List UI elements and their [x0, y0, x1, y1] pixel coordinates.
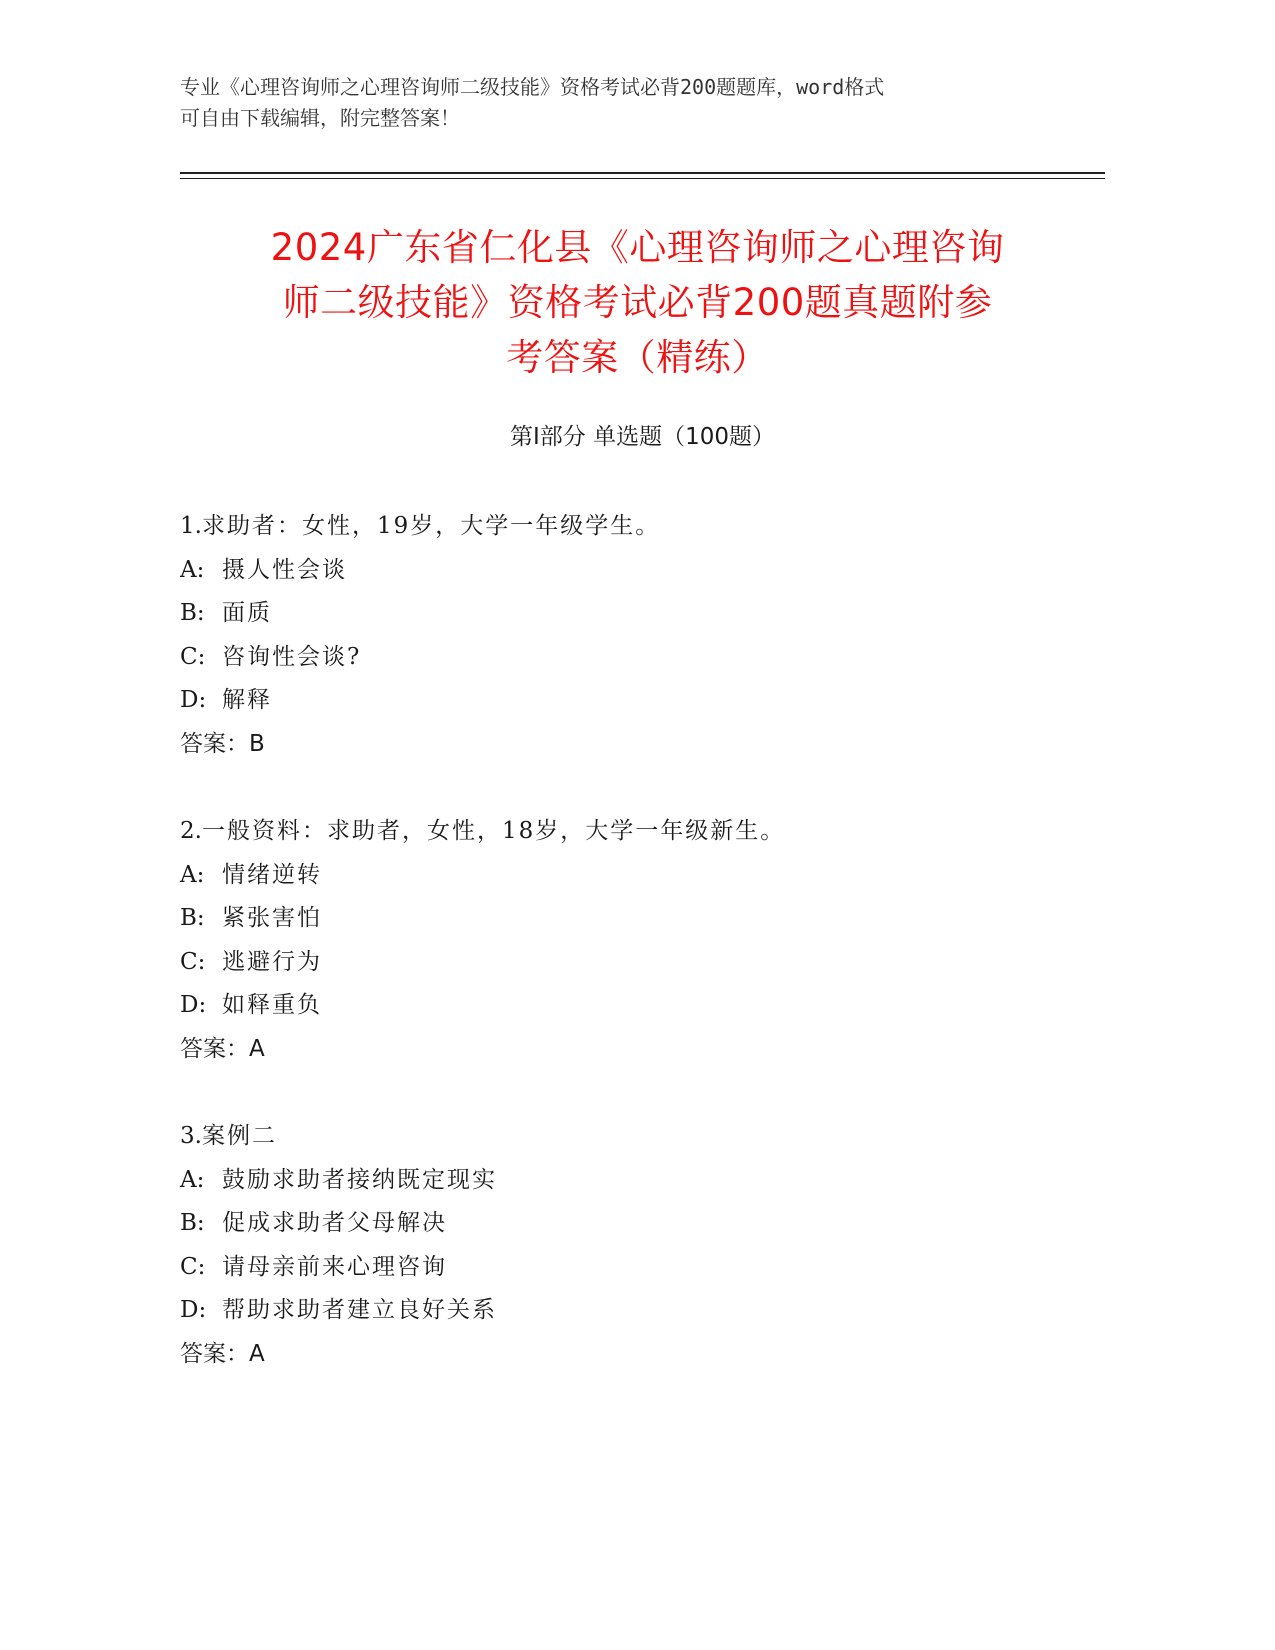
- option-c: [180, 944, 1105, 988]
- option-text: 咨询性会谈?: [222, 643, 362, 670]
- option-text: 促成求助者父母解决: [222, 1210, 447, 1236]
- option-key: D:: [180, 992, 207, 1018]
- question-text: 求助者：女性，19岁，大学一年级学生。: [201, 513, 661, 539]
- question-list: [180, 508, 1105, 1423]
- option-a: [180, 1162, 1105, 1206]
- option-key: A:: [180, 556, 205, 583]
- document-title: [150, 220, 1125, 385]
- question-number: 1.: [180, 513, 202, 539]
- question-number: 3.: [180, 1123, 202, 1149]
- option-d: [180, 682, 1105, 726]
- option-text: 如释重负: [222, 992, 322, 1018]
- option-d: [180, 1292, 1105, 1336]
- option-text: 紧张害怕: [222, 905, 322, 931]
- title-line-1: 2024广东省仁化县《心理咨询师之心理咨询: [270, 226, 1005, 269]
- section-heading: 第Ⅰ部分 单选题（100题）: [510, 424, 775, 450]
- header-rule-thick: [180, 172, 1105, 174]
- option-a: [180, 552, 1105, 596]
- option-b: [180, 595, 1105, 639]
- option-text: 请母亲前来心理咨询: [222, 1253, 447, 1280]
- option-key: D:: [180, 1297, 207, 1323]
- option-text: 摄人性会谈: [222, 556, 347, 583]
- header-note: [180, 72, 1060, 134]
- header-rule-thin: [180, 178, 1105, 179]
- header-note-line-1: 专业《心理咨询师之心理咨询师二级技能》资格考试必背200题题库，word格式: [180, 75, 885, 99]
- option-key: B:: [180, 600, 205, 626]
- question-stem: [180, 1118, 1105, 1162]
- question-stem: [180, 508, 1105, 552]
- title-line-3: 考答案（精练）: [506, 336, 769, 379]
- option-key: C:: [180, 643, 206, 670]
- option-key: C:: [180, 1253, 206, 1280]
- option-text: 解释: [222, 687, 272, 713]
- option-text: 情绪逆转: [222, 861, 322, 888]
- header-note-line-2: 可自由下载编辑，附完整答案！: [180, 106, 460, 130]
- question-text: 一般资料：求助者，女性，18岁，大学一年级新生。: [201, 818, 786, 844]
- option-c: [180, 1249, 1105, 1293]
- option-b: [180, 900, 1105, 944]
- option-key: A:: [180, 861, 205, 888]
- answer-line: 答案：A: [180, 1035, 265, 1062]
- option-text: 面质: [222, 600, 272, 626]
- question-item: [180, 813, 1105, 1118]
- option-text: 逃避行为: [222, 948, 322, 975]
- option-b: [180, 1205, 1105, 1249]
- title-line-2: 师二级技能》资格考试必背200题真题附参: [282, 281, 993, 324]
- question-item: [180, 1118, 1105, 1423]
- question-stem: [180, 813, 1105, 857]
- option-text: 帮助求助者建立良好关系: [222, 1297, 497, 1323]
- option-key: B:: [180, 1210, 205, 1236]
- question-text: 案例二: [201, 1123, 277, 1149]
- option-key: A:: [180, 1166, 205, 1193]
- option-key: D:: [180, 687, 207, 713]
- option-c: [180, 639, 1105, 683]
- question-number: 2.: [180, 818, 202, 844]
- option-text: 鼓励求助者接纳既定现实: [222, 1166, 497, 1193]
- answer-line: 答案：B: [180, 730, 265, 757]
- option-key: B:: [180, 905, 205, 931]
- question-item: [180, 508, 1105, 813]
- option-key: C:: [180, 948, 206, 975]
- option-d: [180, 987, 1105, 1031]
- option-a: [180, 857, 1105, 901]
- answer-line: 答案：A: [180, 1340, 265, 1367]
